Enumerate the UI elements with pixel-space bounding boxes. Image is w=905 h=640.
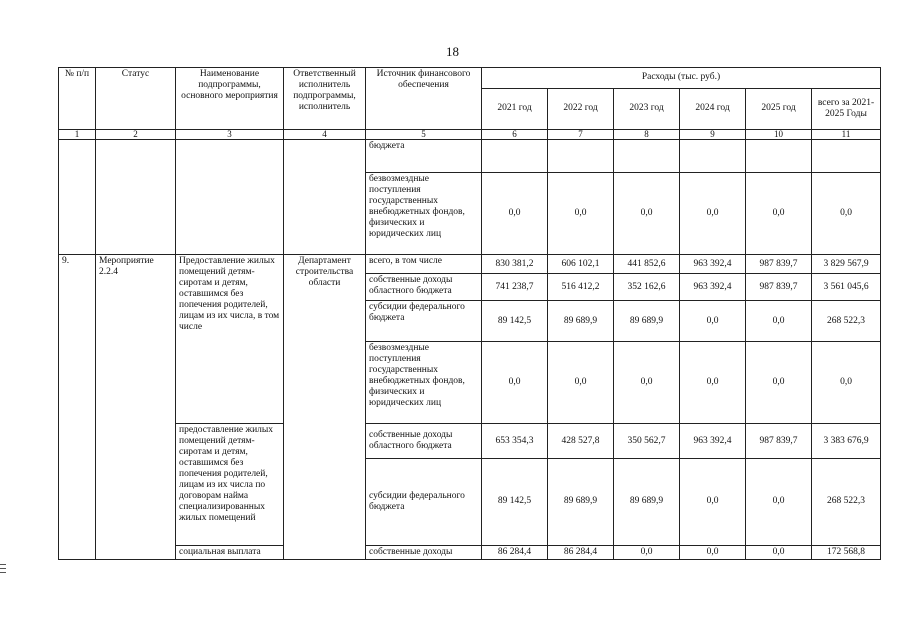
value-cell: 350 562,7 xyxy=(614,424,680,459)
value-cell: 0,0 xyxy=(812,342,881,424)
value-cell: 172 568,8 xyxy=(812,545,881,559)
value-cell: 89 142,5 xyxy=(482,459,548,545)
value-cell: 89 689,9 xyxy=(548,459,614,545)
value-cell: 0,0 xyxy=(746,301,812,342)
source-cell: бюджета xyxy=(366,139,482,172)
header-executor: Ответственный исполнитель подпрограммы, исполнитель xyxy=(284,68,366,130)
table-row xyxy=(59,424,881,459)
value-cell: 0,0 xyxy=(680,342,746,424)
header-expenses: Расходы (тыс. руб.) xyxy=(482,68,881,89)
value-cell: 268 522,3 xyxy=(812,301,881,342)
subitem-name: предоставление жилых помещений детям-сиротам и детям, оставшимся без попечения родителей, лицам из их числа по договорам найма специализированных жилых помещений xyxy=(176,424,284,545)
value-cell: 89 689,9 xyxy=(548,301,614,342)
col-number: 11 xyxy=(812,129,881,139)
value-cell: 0,0 xyxy=(746,172,812,254)
value-cell: 963 392,4 xyxy=(680,424,746,459)
value-cell: 0,0 xyxy=(680,459,746,545)
binding-marks xyxy=(0,564,8,576)
value-cell: 0,0 xyxy=(680,301,746,342)
value-cell: 89 689,9 xyxy=(614,301,680,342)
table-row xyxy=(59,139,881,172)
value-cell: 89 142,5 xyxy=(482,301,548,342)
value-cell: 0,0 xyxy=(680,545,746,559)
header-name: Наименование подпрограммы, основного мероприятия xyxy=(176,68,284,130)
value-cell: 606 102,1 xyxy=(548,254,614,274)
value-cell: 268 522,3 xyxy=(812,459,881,545)
value-cell xyxy=(680,139,746,172)
source-cell: собственные доходы xyxy=(366,545,482,559)
source-cell: безвозмездные поступления государственных внебюджетных фондов, физических и юридических лиц xyxy=(366,172,482,254)
value-cell: 3 383 676,9 xyxy=(812,424,881,459)
value-cell: 0,0 xyxy=(746,342,812,424)
source-cell: субсидии федерального бюджета xyxy=(366,459,482,545)
col-number: 5 xyxy=(366,129,482,139)
value-cell: 987 839,7 xyxy=(746,274,812,301)
value-cell: 653 354,3 xyxy=(482,424,548,459)
value-cell: 516 412,2 xyxy=(548,274,614,301)
value-cell xyxy=(482,139,548,172)
header-num: № п/п xyxy=(59,68,96,130)
value-cell xyxy=(746,139,812,172)
value-cell: 741 238,7 xyxy=(482,274,548,301)
col-number: 1 xyxy=(59,129,96,139)
header-status: Статус xyxy=(96,68,176,130)
header-year: 2023 год xyxy=(614,88,680,129)
value-cell: 0,0 xyxy=(746,459,812,545)
value-cell: 830 381,2 xyxy=(482,254,548,274)
value-cell: 0,0 xyxy=(482,342,548,424)
value-cell: 3 561 045,6 xyxy=(812,274,881,301)
source-cell: безвозмездные поступления государственных внебюджетных фондов, физических и юридических лиц xyxy=(366,342,482,424)
value-cell: 0,0 xyxy=(614,545,680,559)
col-number: 10 xyxy=(746,129,812,139)
header-source: Источник финансового обеспечения xyxy=(366,68,482,130)
value-cell: 0,0 xyxy=(614,342,680,424)
value-cell: 86 284,4 xyxy=(482,545,548,559)
header-year: 2024 год xyxy=(680,88,746,129)
col-number: 6 xyxy=(482,129,548,139)
value-cell: 86 284,4 xyxy=(548,545,614,559)
value-cell xyxy=(812,139,881,172)
page-number: 18 xyxy=(446,44,459,59)
value-cell: 89 689,9 xyxy=(614,459,680,545)
col-number: 9 xyxy=(680,129,746,139)
subitem-name: социальная выплата xyxy=(176,545,284,559)
col-number: 4 xyxy=(284,129,366,139)
table-row xyxy=(59,254,881,274)
value-cell xyxy=(614,139,680,172)
header-year: 2025 год xyxy=(746,88,812,129)
source-cell: собственные доходы областного бюджета xyxy=(366,274,482,301)
value-cell: 0,0 xyxy=(482,172,548,254)
value-cell: 428 527,8 xyxy=(548,424,614,459)
header-year: 2022 год xyxy=(548,88,614,129)
value-cell: 0,0 xyxy=(548,172,614,254)
source-cell: всего, в том числе xyxy=(366,254,482,274)
item-executor: Департамент строительства области xyxy=(284,254,366,559)
header-year-total: всего за 2021-2025 Годы xyxy=(812,88,881,129)
value-cell: 987 839,7 xyxy=(746,254,812,274)
value-cell: 0,0 xyxy=(746,545,812,559)
value-cell: 963 392,4 xyxy=(680,274,746,301)
value-cell: 441 852,6 xyxy=(614,254,680,274)
table-row xyxy=(59,545,881,559)
value-cell: 3 829 567,9 xyxy=(812,254,881,274)
value-cell: 0,0 xyxy=(614,172,680,254)
item-number: 9. xyxy=(59,254,96,559)
col-number: 7 xyxy=(548,129,614,139)
value-cell: 0,0 xyxy=(812,172,881,254)
col-number: 3 xyxy=(176,129,284,139)
header-year: 2021 год xyxy=(482,88,548,129)
value-cell: 987 839,7 xyxy=(746,424,812,459)
col-number: 2 xyxy=(96,129,176,139)
col-number: 8 xyxy=(614,129,680,139)
value-cell: 0,0 xyxy=(680,172,746,254)
value-cell xyxy=(548,139,614,172)
value-cell: 352 162,6 xyxy=(614,274,680,301)
budget-table xyxy=(58,67,881,560)
value-cell: 963 392,4 xyxy=(680,254,746,274)
item-status: Мероприятие 2.2.4 xyxy=(96,254,176,559)
source-cell: субсидии федерального бюджета xyxy=(366,301,482,342)
source-cell: собственные доходы областного бюджета xyxy=(366,424,482,459)
item-name: Предоставление жилых помещений детям-сиротам и детям, оставшимся без попечения родителей, лицам из их числа, в том числе xyxy=(176,254,284,423)
value-cell: 0,0 xyxy=(548,342,614,424)
